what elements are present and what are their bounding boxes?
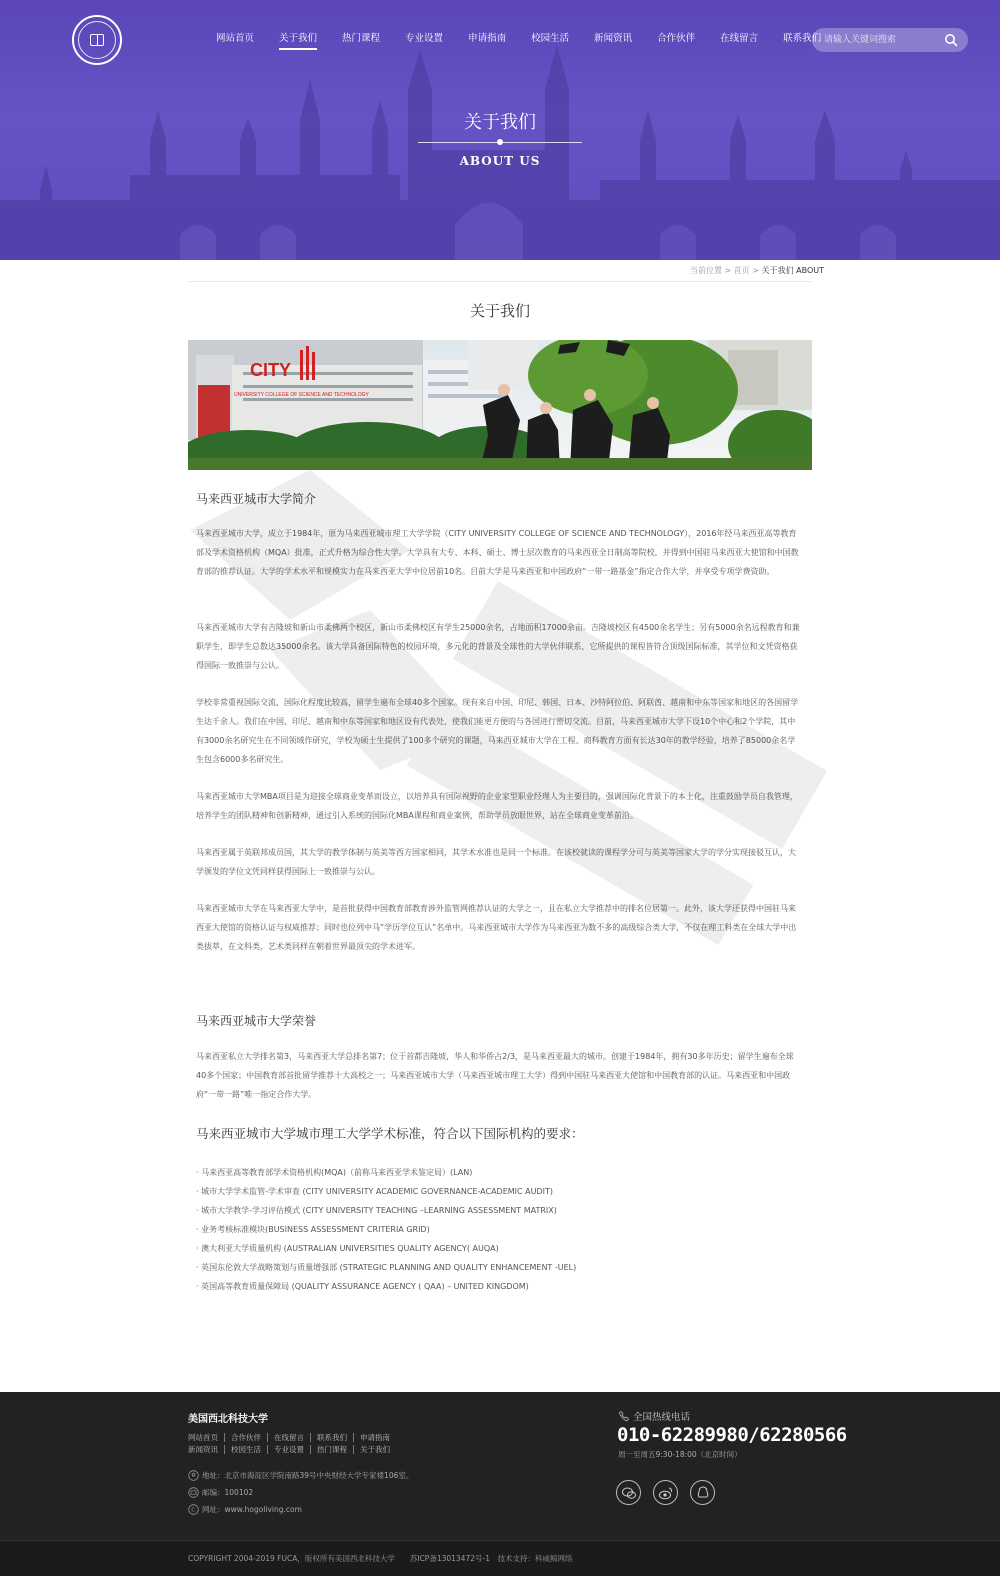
- list-item: · 马来西亚高等教育部学术资格机构(MQA)（前称马来西亚学术鉴定局）(LAN): [196, 1168, 473, 1177]
- search-input[interactable]: [824, 33, 942, 47]
- footer-link[interactable]: 网站首页: [188, 1433, 225, 1442]
- svg-text:C: C: [191, 1507, 196, 1514]
- qq-icon: [695, 1485, 711, 1501]
- campus-photo: [188, 340, 812, 470]
- breadcrumb-prefix: 当前位置 >: [690, 266, 734, 275]
- footer-link[interactable]: 关于我们: [360, 1445, 390, 1454]
- nav-item-campus[interactable]: 校园生活: [531, 33, 570, 44]
- university-logo[interactable]: [72, 15, 122, 65]
- footer-link[interactable]: 联系我们: [317, 1433, 354, 1442]
- footer-link[interactable]: 新闻资讯: [188, 1445, 225, 1454]
- footer-link[interactable]: 申请指南: [360, 1433, 390, 1442]
- weibo-button[interactable]: [653, 1480, 678, 1505]
- footer-postcode-text: 邮编：100102: [202, 1488, 254, 1497]
- hero-subtitle: ABOUT US: [459, 154, 541, 168]
- breadcrumb-separator: >: [749, 266, 762, 275]
- wechat-icon: [621, 1485, 637, 1501]
- nav-item-news[interactable]: 新闻资讯: [594, 33, 633, 44]
- banner-sign-text: CITY: [250, 360, 292, 380]
- intro-paragraph-6: 马来西亚城市大学在马来西亚大学中，是首批获得中国教育部教育涉外监管网推荐认证的大学之一，且在私立大学推荐中的排名位居第一。此外，该大学还获得中国驻马来西亚大使馆的资格认证与权威推荐；同时也位列中马“学历学位互认”名单中。马来西亚城市大学作为马来西亚为数不多的高级综合类大学，不仅在理工科类在全球大学中出类拔萃，在文科类，艺术类同样在朝着世界最顶尖的学术进军。: [196, 904, 797, 951]
- breadcrumb-current: 关于我们 ABOUT: [761, 266, 824, 275]
- list-item: · 英国东伦敦大学战略策划与质量增强部 (STRATEGIC PLANNING AND QUALITY ENHANCEMENT -UEL): [196, 1263, 577, 1272]
- logo-book-icon: [90, 34, 104, 46]
- location-icon: [188, 1470, 199, 1481]
- phone-icon: [618, 1410, 630, 1422]
- nav-item-majors[interactable]: 专业设置: [405, 33, 444, 44]
- honors-paragraph: 马来西亚私立大学排名第3，马来西亚大学总排名第7；位于首都吉隆坡，华人和华侨占2/3，是马来西亚最大的城市。创建于1984年，拥有30多年历史；留学生遍布全球40多个国家；中国教育部首批留学推荐十大高校之一；马来西亚城市大学（马来西亚城市理工大学）得到中国驻马来西亚大使馆和中国教育部的认证。马来西亚和中国政府“一带一路”唯一指定合作大学。: [196, 1052, 794, 1099]
- hero-divider-dot: [497, 139, 503, 145]
- wechat-button[interactable]: [616, 1480, 641, 1505]
- footer-address-text: 地址：北京市海淀区学院南路39号中央财经大学专家楼106室。: [202, 1471, 414, 1480]
- footer-postcode: [188, 1487, 253, 1498]
- weibo-icon: [658, 1485, 674, 1501]
- intro-paragraph-1: 马来西亚城市大学，成立于1984年，原为马来西亚城市理工大学学院（CITY UNIVERSITY COLLEGE OF SCIENCE AND TECHNOLOGY），2016年经马来西亚高等教育部及学术资格机构（MQA）批准，正式升格为综合性大学。大学具有大专、本科、硕士、博士层次教育的马来西亚全日制高等院校，并得到中国驻马来西亚大使馆和中国教育部的推荐认证。大学的学术水平和规模实力在马来西亚大学中位居前10名。目前大学是马来西亚和中国政府“一带一路基金”指定合作大学，并享受专项学费资助。: [196, 529, 799, 576]
- footer-link[interactable]: 合作伙伴: [231, 1433, 268, 1442]
- section-heading-honors: 马来西亚城市大学荣誉: [196, 1014, 317, 1028]
- search-box: [812, 28, 968, 52]
- intro-paragraph-3: 学校非常重视国际交流，国际化程度比较高，留学生遍布全球40多个国家。现有来自中国、印尼、韩国、日本、沙特阿拉伯、阿联酋、越南和中东等国家和地区的各国留学生达千余人。我们在中国、印尼、越南和中东等国家和地区设有代表处，使我们能更方便的与各国进行密切交流。目前，马来西亚城市大学下设10个中心和2个学院，其中有3000余名研究生在不同领域作研究，学校为硕士生提供了100多个研究的课题，马来西亚城市大学在工程、商科教育方面有长达30年的教学经验，培养了85000余名学生包含6000多名研究生。: [196, 698, 799, 764]
- footer-links-row-1: [188, 1433, 402, 1442]
- list-item: · 业务考核标准模块(BUSINESS ASSESSMENT CRITERIA GRID): [196, 1225, 430, 1234]
- list-item: · 英国高等教育质量保障局 (QUALITY ASSURANCE AGENCY ( QAA) – UNITED KINGDOM): [196, 1282, 529, 1291]
- list-item: · 城市大学学术监管-学术审查 (CITY UNIVERSITY ACADEMIC GOVERNANCE-ACADEMIC AUDIT): [196, 1187, 554, 1196]
- breadcrumb-home-link[interactable]: 首页: [733, 266, 750, 275]
- section-heading-standards: 马来西亚城市大学城市理工大学学术标准，符合以下国际机构的要求：: [196, 1126, 584, 1141]
- copyright-text: COPYRIGHT 2004-2019 FUCA，版权所有美国西北科技大学 苏ICP备13013472号-1 技术支持：科威鲸网络: [188, 1554, 573, 1563]
- footer-address: [188, 1470, 413, 1481]
- search-icon[interactable]: [944, 33, 958, 47]
- intro-paragraph-5: 马来西亚属于英联邦成员国，其大学的教学体制与英美等西方国家相同，其学术水准也是同一个标准。在该校就读的课程学分可与英美等国家大学的学分实现接驳互认，大学颁发的学位文凭同样获得国际上一致推崇与公认。: [196, 848, 796, 876]
- qq-button[interactable]: [690, 1480, 715, 1505]
- intro-paragraph-2: 马来西亚城市大学有吉隆坡和新山市柔佛两个校区，新山市柔佛校区有学生25000余名，占地面积17000余亩。吉隆坡校区有4500余名学生；另有5000余名远程教育和兼职学生，即学生总数达35000余名。该大学具备国际特色的校园环境，多元化的背景及全球性的大学伙伴联系，它所提供的课程皆符合顶级国际标准，其学位和文凭资格获得国际一致推崇与公认。: [196, 623, 800, 670]
- footer-website-text: 网址：www.hogoliving.com: [202, 1505, 302, 1514]
- footer-links-row-2: [188, 1445, 402, 1454]
- hotline-label: [618, 1409, 690, 1423]
- nav-item-about[interactable]: 关于我们: [279, 30, 317, 50]
- intro-paragraph-4: 马来西亚城市大学MBA项目是为迎接全球商业变革而设立，以培养具有国际视野的企业家型职业经理人为主要目的，强调国际化背景下的本土化，注重鼓励学员自我管理，培养学生的团队精神和创新精神，通过引入系统的国际化MBA课程和商业案例，帮助学员放眼世界，站在全球商业变革前沿。: [196, 792, 798, 820]
- standards-list: [196, 1163, 576, 1296]
- hotline-hours: 周一至周五9:30-18:00（北京时间）: [618, 1450, 742, 1459]
- nav-item-message[interactable]: 在线留言: [720, 33, 759, 44]
- mail-icon: [188, 1487, 199, 1498]
- site-footer: [0, 1392, 1000, 1576]
- hotline-number[interactable]: 010-62289980/62280566: [617, 1424, 847, 1446]
- footer-link[interactable]: 热门课程: [317, 1445, 354, 1454]
- hero-banner: [0, 0, 1000, 260]
- banner-sign-subtext: UNIVERSITY COLLEGE OF SCIENCE AND TECHNOLOGY: [234, 392, 369, 398]
- footer-link[interactable]: 专业设置: [274, 1445, 311, 1454]
- list-item: · 城市大学教学-学习评估模式 (CITY UNIVERSITY TEACHING –LEARNING ASSESSMENT MATRIX): [196, 1206, 557, 1215]
- nav-item-apply[interactable]: 申请指南: [468, 33, 507, 44]
- footer-website: [188, 1504, 302, 1515]
- campus-banner-image: [188, 340, 812, 470]
- nav-item-contact[interactable]: 联系我们: [783, 33, 822, 44]
- hotline-label-text: 全国热线电话: [633, 1412, 691, 1423]
- footer-link[interactable]: 校园生活: [231, 1445, 268, 1454]
- section-heading-intro: 马来西亚城市大学简介: [196, 492, 317, 506]
- footer-bottom-bar: [0, 1540, 1000, 1576]
- breadcrumb-divider: [188, 281, 812, 282]
- main-nav: [216, 30, 846, 50]
- globe-icon: [188, 1504, 199, 1515]
- page-title: 关于我们: [469, 302, 530, 320]
- nav-item-courses[interactable]: 热门课程: [342, 33, 381, 44]
- footer-school-name: 美国西北科技大学: [188, 1414, 268, 1425]
- footer-link[interactable]: 在线留言: [274, 1433, 311, 1442]
- nav-item-home[interactable]: 网站首页: [216, 33, 255, 44]
- breadcrumb: [690, 265, 824, 276]
- list-item: · 澳大利亚大学质量机构 (AUSTRALIAN UNIVERSITIES QUALITY AGENCY( AUQA): [196, 1244, 499, 1253]
- nav-item-partners[interactable]: 合作伙伴: [657, 33, 696, 44]
- hero-title: 关于我们: [464, 112, 536, 133]
